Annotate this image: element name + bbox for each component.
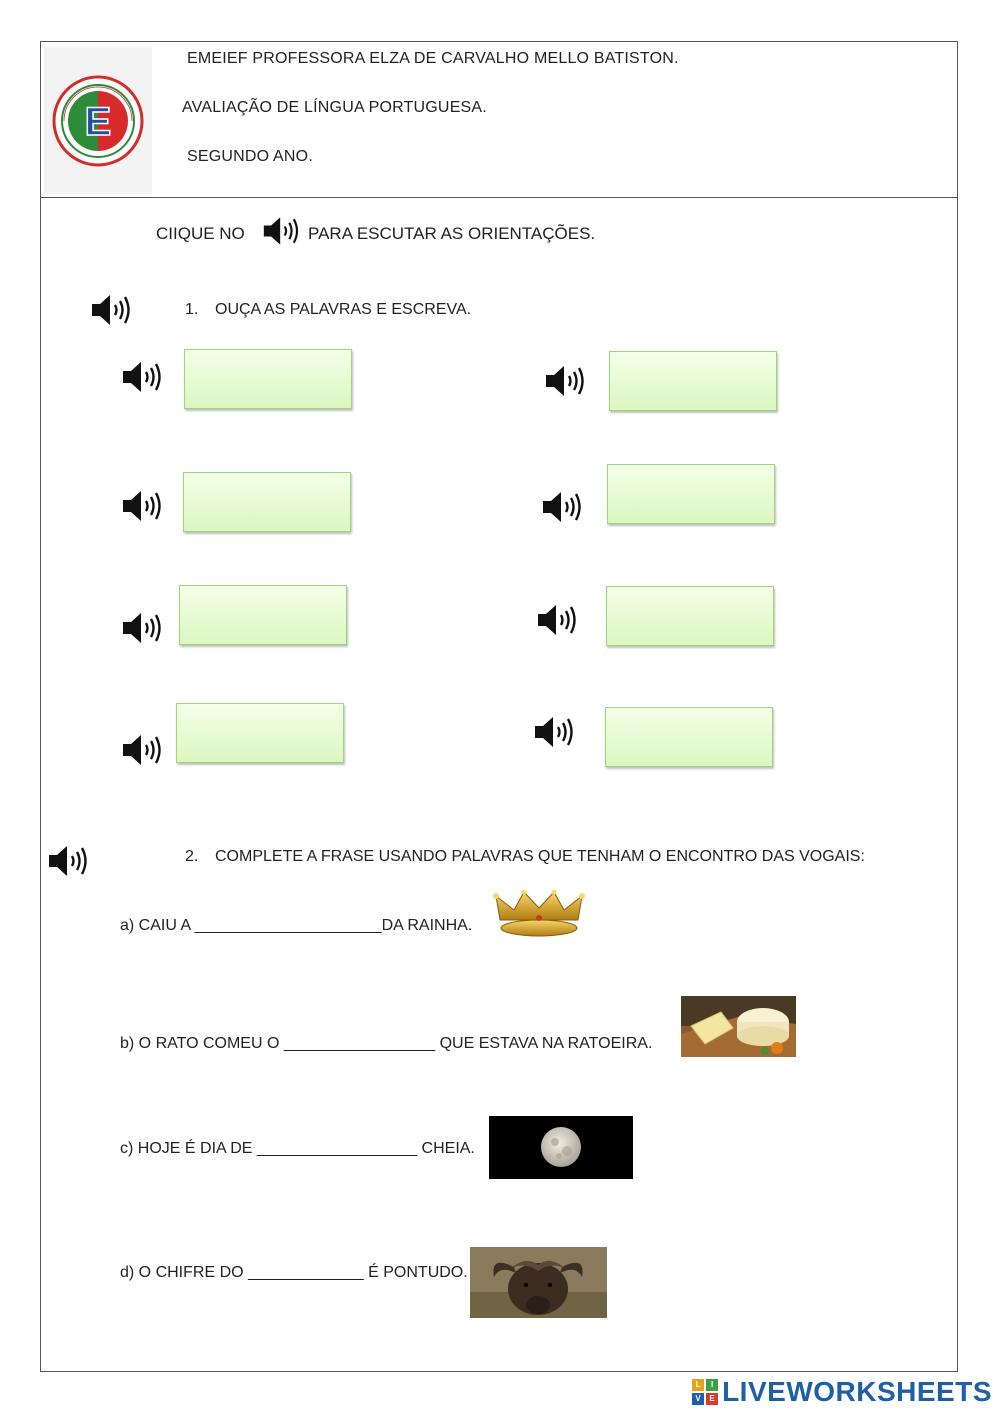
word-8-input[interactable] (605, 707, 773, 767)
word-3-input[interactable] (183, 472, 351, 532)
sentence-c: c) HOJE É DIA DE __________________ CHEIA. (120, 1140, 475, 1157)
question1-number: 1. (185, 301, 199, 318)
sentence-d: d) O CHIFRE DO _____________ É PONTUDO. (120, 1264, 468, 1281)
crown-image (492, 890, 586, 938)
word-6-speaker-icon[interactable] (536, 602, 580, 638)
word-3-speaker-icon[interactable] (121, 488, 165, 524)
word-7-speaker-icon[interactable] (121, 732, 165, 768)
word-7-input[interactable] (176, 703, 344, 763)
liveworksheets-logo (692, 1377, 992, 1407)
instruction-prefix: CIIQUE NO (156, 224, 245, 243)
liveworksheets-icon: L I V E (692, 1379, 718, 1405)
word-5-input[interactable] (179, 585, 347, 645)
grade-level: SEGUNDO ANO. (187, 148, 313, 165)
moon-image (489, 1116, 633, 1179)
instructions-speaker-icon[interactable] (262, 214, 302, 248)
word-1-input[interactable] (184, 349, 352, 409)
exam-subject: AVALIAÇÃO DE LÍNGUA PORTUGUESA. (182, 99, 487, 116)
question1-speaker-icon[interactable] (90, 292, 134, 328)
instruction-suffix: PARA ESCUTAR AS ORIENTAÇÕES. (308, 224, 596, 243)
word-6-input[interactable] (606, 586, 774, 646)
question1-text: OUÇA AS PALAVRAS E ESCREVA. (215, 301, 472, 318)
word-4-speaker-icon[interactable] (541, 489, 585, 525)
question2-text: COMPLETE A FRASE USANDO PALAVRAS QUE TENHAM O ENCONTRO DAS VOGAIS: (215, 848, 865, 865)
school-logo (44, 47, 152, 194)
word-2-speaker-icon[interactable] (544, 363, 588, 399)
word-1-speaker-icon[interactable] (121, 359, 165, 395)
header-box (40, 46, 958, 198)
sentence-a: a) CAIU A _____________________DA RAINHA. (120, 917, 473, 934)
question2-speaker-icon[interactable] (47, 843, 91, 879)
word-8-speaker-icon[interactable] (533, 714, 577, 750)
brand-name: LIVEWORKSHEETS (722, 1376, 992, 1407)
word-2-input[interactable] (609, 351, 777, 411)
buffalo-image (470, 1247, 607, 1318)
svg-text:E: E (84, 100, 112, 144)
sentence-b: b) O RATO COMEU O _________________ QUE ESTAVA NA RATOEIRA. (120, 1035, 653, 1052)
word-5-speaker-icon[interactable] (121, 610, 165, 646)
word-4-input[interactable] (607, 464, 775, 524)
cheese-image (681, 996, 796, 1057)
school-name: EMEIEF PROFESSORA ELZA DE CARVALHO MELLO BATISTON. (187, 50, 679, 67)
question2-number: 2. (185, 848, 199, 865)
